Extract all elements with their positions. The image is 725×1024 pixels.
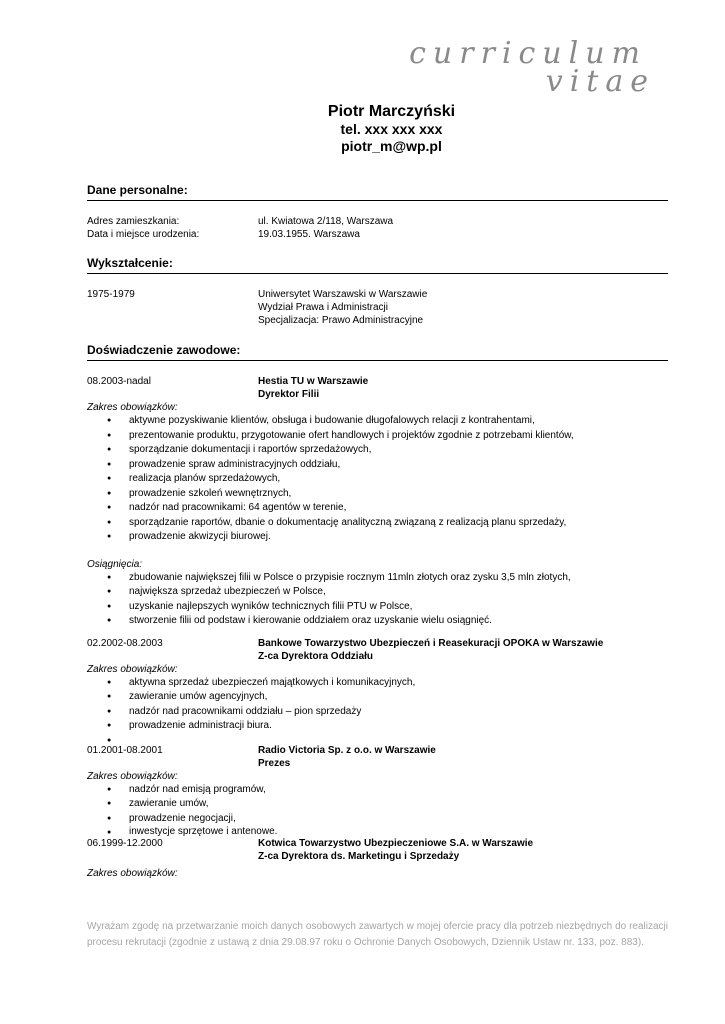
duty-item: ● prowadzenie administracji biura. (87, 719, 668, 734)
experience-section-title: Doświadczenie zawodowe: (87, 343, 668, 361)
duty-item: ● nadzór nad pracownikami: 64 agentów w terenie, (87, 501, 668, 516)
job-company: Bankowe Towarzystwo Ubezpieczeń i Reasekuracji OPOKA w Warszawie (258, 637, 604, 649)
duties-list (87, 676, 668, 744)
email-address: piotr_m@wp.pl (341, 138, 442, 154)
curriculum-vitae-logo (409, 36, 655, 99)
experience-section (87, 343, 668, 880)
duty-item (87, 734, 668, 744)
job-entry (87, 837, 668, 880)
cv-header (0, 102, 725, 155)
job-position: Dyrektor Filii (258, 389, 320, 400)
job-position: Prezes (258, 757, 291, 769)
education-period: 1975-1979 (87, 289, 135, 300)
achievement-item: ● największa sprzedaż ubezpieczeń w Polsce, (87, 585, 668, 600)
education-line: Specjalizacja: Prawo Administracyjne (258, 315, 424, 326)
duty-item: ● prowadzenie akwizycji biurowej. (87, 530, 668, 545)
personal-label: Adres zamieszkania: (87, 216, 180, 227)
achievement-item: ● stworzenie filii od podstaw i kierowanie oddziałem oraz uzyskanie wielu osiągnięć. (87, 614, 668, 629)
education-row (87, 288, 668, 327)
personal-row (87, 215, 668, 228)
data-consent-clause: Wyrażam zgodę na przetwarzanie moich danych osobowych zawartych w mojej ofercie pracy dla potrzeb niezbędnych do realizacji procesu rekrutacji (zgodnie z ustawą z dnia 29.08.97 roku o Ochronie Danych Osobowych, Dziennik Ustaw nr. 133, poz. 883). (87, 921, 668, 948)
duty-item: ● inwestycje sprzętowe i antenowe. (87, 826, 668, 837)
logo-line-1: curriculum (409, 36, 647, 71)
duty-item: ● prowadzenie szkoleń wewnętrznych, (87, 487, 668, 502)
duty-item: ● aktywne pozyskiwanie klientów, obsługa i budowanie długofalowych relacji z kontrahentami, (87, 414, 668, 429)
duty-item: ● zawieranie umów agencyjnych, (87, 690, 668, 705)
duty-item: ● sporządzanie raportów, dbanie o dokumentację analityczną związaną z realizacją planu sprzedaży, (87, 516, 668, 531)
achievement-item: ● zbudowanie największej filii w Polsce o przypisie rocznym 11mln złotych oraz zysku 3,5 mln złotych, (87, 571, 668, 586)
personal-section (87, 183, 668, 241)
job-period: 01.2001-08.2001 (87, 744, 163, 756)
duties-label: Zakres obowiązków: (87, 663, 178, 675)
achievement-item: ● uzyskanie najlepszych wyników technicznych filii PTU w Polsce, (87, 600, 668, 615)
education-line: Uniwersytet Warszawski w Warszawie (258, 289, 428, 300)
job-period: 02.2002-08.2003 (87, 637, 163, 649)
achievements-label: Osiągnięcia: (87, 558, 143, 570)
duties-label: Zakres obowiązków: (87, 770, 178, 782)
duty-item: ● prowadzenie spraw administracyjnych oddziału, (87, 458, 668, 473)
job-company: Hestia TU w Warszawie (258, 376, 369, 387)
logo-line-2: vitae (545, 64, 655, 99)
job-company: Kotwica Towarzystwo Ubezpieczeniowe S.A. w Warszawie (258, 838, 534, 849)
personal-row (87, 228, 668, 241)
achievements-list (87, 571, 668, 629)
job-period: 08.2003-nadal (87, 376, 151, 387)
job-header (87, 375, 668, 401)
personal-value: 19.03.1955. Warszawa (258, 229, 360, 240)
duty-item: ● nadzór nad pracownikami oddziału – pion sprzedaży (87, 705, 668, 720)
phone-number: tel. xxx xxx xxx (340, 121, 443, 137)
job-entry (87, 744, 668, 838)
job-company: Radio Victoria Sp. z o.o. w Warszawie (258, 744, 436, 756)
duty-item: ● sporządzanie dokumentacji i raportów sprzedażowych, (87, 443, 668, 458)
duties-label: Zakres obowiązków: (87, 402, 178, 413)
education-section-title: Wykształcenie: (87, 256, 668, 274)
personal-label: Data i miejsce urodzenia: (87, 229, 200, 240)
duty-item: ● realizacja planów sprzedażowych, (87, 472, 668, 487)
job-header (87, 744, 668, 770)
duty-item: ● prowadzenie negocjacji, (87, 812, 668, 827)
job-position: Z-ca Dyrektora ds. Marketingu i Sprzedaży (258, 851, 460, 862)
job-position: Z-ca Dyrektora Oddziału (258, 650, 374, 662)
duty-item: ● aktywna sprzedaż ubezpieczeń majątkowych i komunikacyjnych, (87, 676, 668, 691)
duty-item: ● prezentowanie produktu, przygotowanie ofert handlowych i projektów zgodnie z potrzebami klientów, (87, 429, 668, 444)
personal-value: ul. Kwiatowa 2/118, Warszawa (258, 216, 394, 227)
duty-item: ● zawieranie umów, (87, 797, 668, 812)
candidate-name: Piotr Marczyński (327, 103, 456, 120)
duties-label: Zakres obowiązków: (87, 868, 178, 879)
job-period: 06.1999-12.2000 (87, 838, 163, 849)
job-header (87, 837, 668, 863)
personal-section-title: Dane personalne: (87, 183, 668, 201)
education-section (87, 256, 668, 327)
duty-item: ● nadzór nad emisją programów, (87, 783, 668, 798)
job-header (87, 637, 668, 663)
education-line: Wydział Prawa i Administracji (258, 302, 388, 313)
job-entry (87, 637, 668, 744)
duties-list (87, 783, 668, 838)
job-entry (87, 375, 668, 637)
duties-list (87, 414, 668, 545)
